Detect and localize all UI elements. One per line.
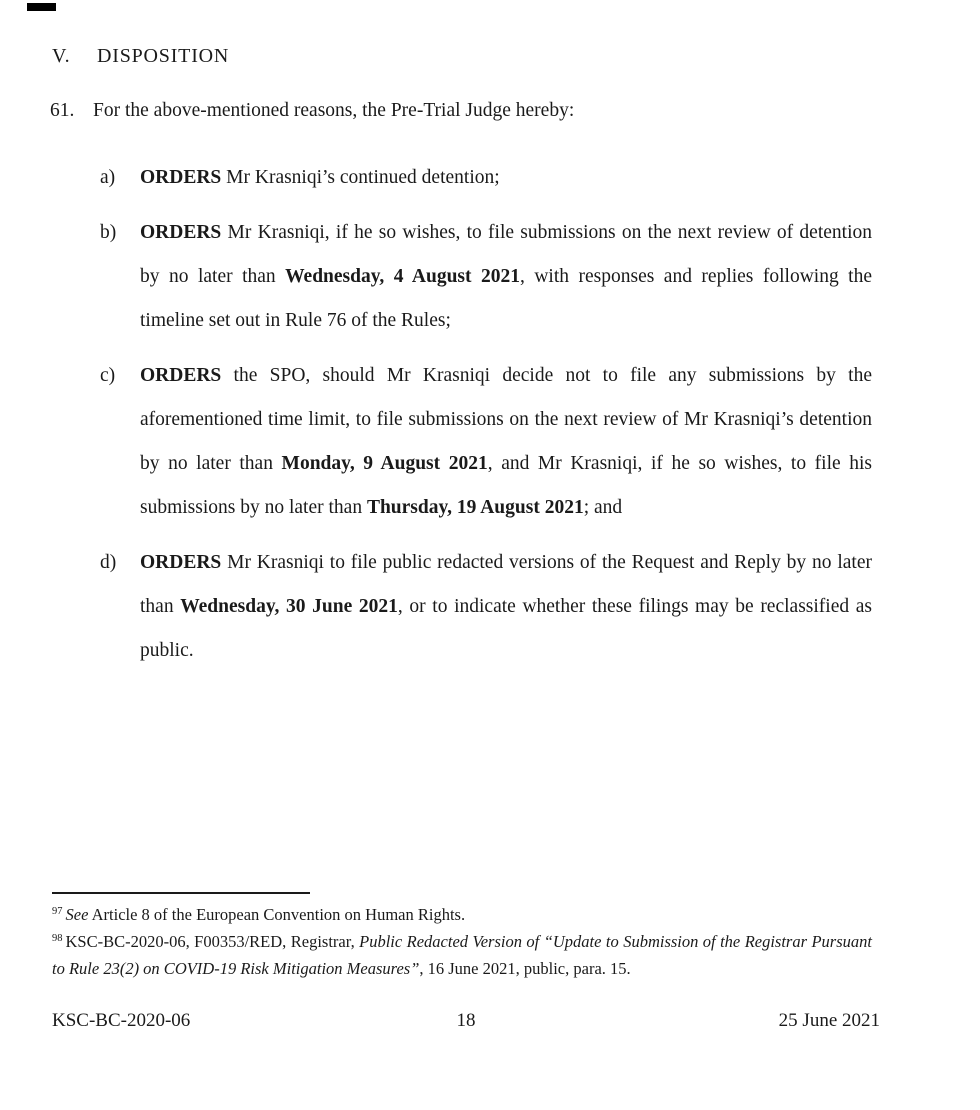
text-segment: Thursday, 19 August 2021 [366, 497, 584, 518]
order-letter: b) [100, 222, 117, 243]
text-segment: , and Mr Krasniqi, if he so wishes, to file his submissions by no later than [140, 453, 872, 518]
text-segment: ORDERS [140, 222, 222, 243]
page-footer [52, 1010, 880, 1032]
order-letter: c) [100, 365, 116, 386]
text-segment: Public Redacted Version of “Update to Submission of the Registrar Pursuant to Rule 23(2) on COVID-19 Risk Mitigation Measures” [52, 932, 872, 978]
text-segment: , or to indicate whether these filings may be reclassified as public. [140, 596, 872, 661]
footer-page-number: 18 [456, 1010, 476, 1031]
text-segment: Article 8 of the European Convention on Human Rights. [88, 905, 466, 924]
order-item [100, 211, 872, 343]
text-segment: , with responses and replies following the timeline set out in Rule 76 of the Rules; [140, 266, 873, 331]
paragraph-number: 61. [50, 100, 75, 121]
section-heading-number: V. [52, 45, 71, 67]
text-segment: Wednesday, 30 June 2021 [180, 596, 398, 617]
text-segment: Mr Krasniqi to file public redacted versions of the Request and Reply by no later than [140, 552, 872, 617]
text-segment: Wednesday, 4 August 2021 [285, 266, 520, 287]
footnote-item [52, 901, 872, 928]
order-letter: d) [100, 552, 117, 573]
footnotes-section [52, 901, 872, 982]
footnote-item [52, 928, 872, 982]
paragraph-61 [50, 100, 872, 122]
footer-case-number: KSC-BC-2020-06 [52, 1010, 191, 1031]
text-segment: KSC-BC-2020-06, F00353/RED, Registrar, [65, 932, 360, 951]
footer-date: 25 June 2021 [778, 1010, 880, 1031]
footnote-separator [52, 892, 310, 894]
order-item [100, 156, 872, 200]
orders-list [100, 156, 872, 684]
text-segment: See [65, 905, 89, 924]
text-segment: Mr Krasniqi, if he so wishes, to file submissions on the next review of detention by no later than [140, 222, 872, 287]
text-segment: the SPO, should Mr Krasniqi decide not to file any submissions by the aforementioned time limit, to file submissions on the next review of Mr Krasniqi’s detention by no later than [140, 365, 872, 474]
footnote-marker: 98 [52, 932, 63, 944]
order-item [100, 354, 872, 530]
text-segment: , 16 June 2021, public, para. 15. [419, 959, 631, 978]
order-item [100, 541, 872, 673]
section-heading-title: DISPOSITION [97, 45, 230, 67]
order-letter: a) [100, 167, 116, 188]
text-segment: ; and [583, 497, 623, 518]
text-segment: ORDERS [140, 167, 222, 188]
text-segment: Monday, 9 August 2021 [281, 453, 488, 474]
order-text [140, 211, 872, 343]
text-segment: ORDERS [140, 365, 222, 386]
text-segment: ORDERS [140, 552, 222, 573]
text-segment: Mr Krasniqi’s continued detention; [221, 167, 500, 188]
footnote-marker: 97 [52, 905, 63, 917]
scan-artifact-mark [27, 3, 56, 11]
section-heading [52, 45, 872, 68]
order-text [140, 354, 872, 530]
paragraph-text: For the above-mentioned reasons, the Pre-Trial Judge hereby: [93, 100, 575, 121]
order-text [140, 156, 872, 200]
order-text [140, 541, 872, 673]
footnote-text [66, 905, 466, 924]
footnote-text [52, 932, 872, 978]
